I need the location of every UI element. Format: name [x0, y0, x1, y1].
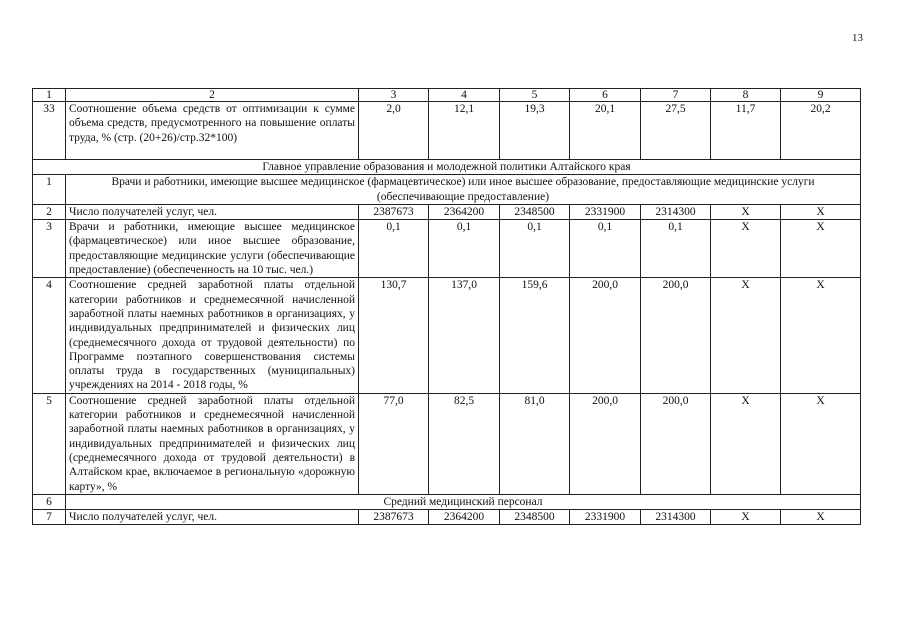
row-number: 4 [33, 278, 66, 393]
table-row-6 [33, 494, 861, 509]
value-cell: 27,5 [641, 102, 711, 160]
value-cell: 19,3 [500, 102, 570, 160]
subsection-title: Средний медицинский персонал [66, 494, 861, 509]
page-number: 13 [852, 32, 863, 44]
value-cell: 2387673 [359, 510, 429, 525]
value-cell: 2364200 [429, 204, 500, 219]
value-cell: 200,0 [641, 278, 711, 393]
value-cell: Х [781, 220, 861, 278]
value-cell: 0,1 [570, 220, 641, 278]
header-col-1: 1 [33, 89, 66, 102]
value-cell: 11,7 [711, 102, 781, 160]
value-cell: Х [711, 204, 781, 219]
value-cell: Х [711, 510, 781, 525]
value-cell: 0,1 [500, 220, 570, 278]
value-cell: 77,0 [359, 393, 429, 494]
row-number: 33 [33, 102, 66, 160]
header-col-3: 3 [359, 89, 429, 102]
row-number: 7 [33, 510, 66, 525]
value-cell: Х [711, 278, 781, 393]
value-cell: 200,0 [570, 393, 641, 494]
header-col-6: 6 [570, 89, 641, 102]
row-description: Врачи и работники, имеющие высшее медицинское (фармацевтическое) или иное высшее образование, предоставляющие медицинские услуги (обеспечивающие предоставление) (обеспеченность на 10 тыс. чел.) [66, 220, 359, 278]
row-description: Число получателей услуг, чел. [66, 204, 359, 219]
table-row-7 [33, 510, 861, 525]
value-cell: 0,1 [359, 220, 429, 278]
value-cell: 2314300 [641, 510, 711, 525]
value-cell: 200,0 [570, 278, 641, 393]
value-cell: Х [781, 204, 861, 219]
header-col-4: 4 [429, 89, 500, 102]
value-cell: 2387673 [359, 204, 429, 219]
data-table [32, 88, 861, 525]
table-row-5 [33, 393, 861, 494]
row-number: 2 [33, 204, 66, 219]
header-col-9: 9 [781, 89, 861, 102]
section-row [33, 160, 861, 175]
header-col-5: 5 [500, 89, 570, 102]
value-cell: Х [781, 393, 861, 494]
row-description: Соотношение объема средств от оптимизации к сумме объема средств, предусмотренного на повышение оплаты труда, % (стр. (20+26)/стр.32*100) [66, 102, 359, 160]
value-cell: 200,0 [641, 393, 711, 494]
value-cell: 2,0 [359, 102, 429, 160]
row-description: Соотношение средней заработной платы отдельной категории работников и среднемесячной начисленной заработной платы наемных работников в организациях, у индивидуальных предпринимателей и физических лиц (среднемесячного дохода от трудовой деятельности) по Программе поэтапного совершенствования системы оплаты труда в государственных (муниципальных) учреждениях на 2014 - 2018 годы, % [66, 278, 359, 393]
row-number: 3 [33, 220, 66, 278]
row-number: 6 [33, 494, 66, 509]
value-cell: 81,0 [500, 393, 570, 494]
value-cell: 82,5 [429, 393, 500, 494]
header-col-2: 2 [66, 89, 359, 102]
value-cell: 20,2 [781, 102, 861, 160]
row-description: Число получателей услуг, чел. [66, 510, 359, 525]
value-cell: 12,1 [429, 102, 500, 160]
value-cell: 2331900 [570, 204, 641, 219]
value-cell: 2314300 [641, 204, 711, 219]
header-col-7: 7 [641, 89, 711, 102]
value-cell: 2364200 [429, 510, 500, 525]
table-row-2 [33, 204, 861, 219]
value-cell: 159,6 [500, 278, 570, 393]
value-cell: Х [781, 278, 861, 393]
value-cell: 2348500 [500, 204, 570, 219]
table-row-1 [33, 175, 861, 205]
header-row [33, 89, 861, 102]
table-row-3 [33, 220, 861, 278]
row-number: 1 [33, 175, 66, 205]
value-cell: Х [711, 220, 781, 278]
value-cell: 0,1 [429, 220, 500, 278]
value-cell: 130,7 [359, 278, 429, 393]
table-row-33 [33, 102, 861, 160]
header-col-8: 8 [711, 89, 781, 102]
subsection-title: Врачи и работники, имеющие высшее медицинское (фармацевтическое) или иное высшее образование, предоставляющие медицинские услуги (обеспечивающие предоставление) [66, 175, 861, 205]
value-cell: 2331900 [570, 510, 641, 525]
table-row-4 [33, 278, 861, 393]
row-number: 5 [33, 393, 66, 494]
value-cell: 20,1 [570, 102, 641, 160]
row-description: Соотношение средней заработной платы отдельной категории работников и среднемесячной начисленной заработной платы наемных работников в организациях, у индивидуальных предпринимателей и физических лиц (среднемесячного дохода от трудовой деятельности) в Алтайском крае, включаемое в региональную «дорожную карту», % [66, 393, 359, 494]
value-cell: 0,1 [641, 220, 711, 278]
value-cell: 137,0 [429, 278, 500, 393]
section-title: Главное управление образования и молодежной политики Алтайского края [33, 160, 861, 175]
value-cell: Х [711, 393, 781, 494]
value-cell: 2348500 [500, 510, 570, 525]
value-cell: Х [781, 510, 861, 525]
